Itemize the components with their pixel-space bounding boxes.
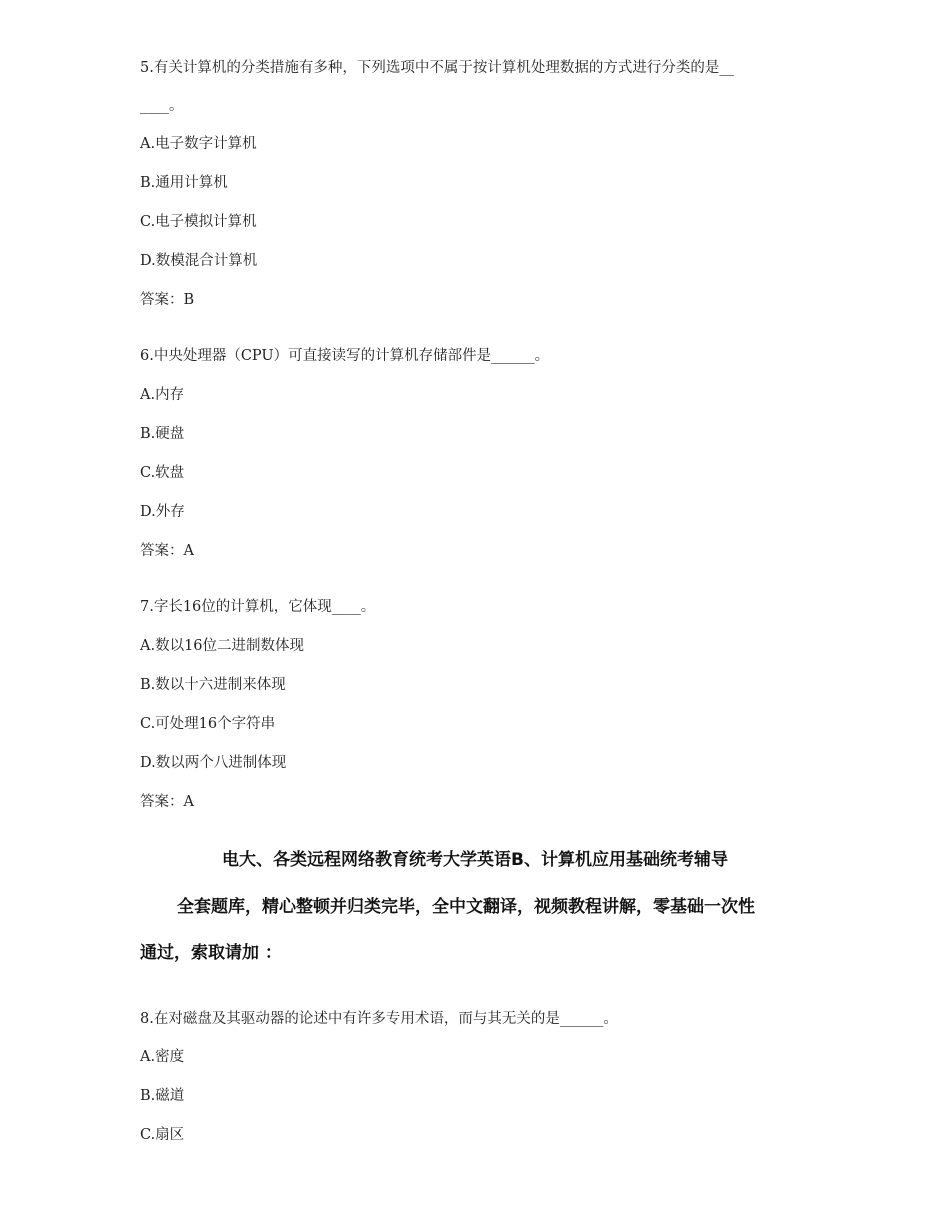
question-7-option-c: C.可处理16个字符串	[140, 716, 276, 732]
question-6-option-d: D.外存	[140, 504, 185, 520]
question-5-text-line2: ____。	[140, 98, 184, 114]
question-6-text: 6.中央处理器（CPU）可直接读写的计算机存储部件是______。	[140, 348, 550, 364]
question-5-option-b: B.通用计算机	[140, 175, 228, 191]
advertisement-line2: 通过，索取请加 ：	[140, 943, 282, 963]
question-5-option-d: D.数模混合计算机	[140, 253, 258, 269]
question-7-answer: 答案：A	[140, 794, 194, 810]
question-7-option-a: A.数以16位二进制数体现	[140, 638, 305, 654]
question-7-text: 7.字长16位的计算机，它体现____。	[140, 599, 376, 615]
question-8-option-b: B.磁道	[140, 1088, 185, 1104]
question-6-option-b: B.硬盘	[140, 426, 185, 442]
advertisement-title: 电大、各类远程网络教育统考大学英语B、计算机应用基础统考辅导	[222, 850, 728, 870]
question-7-option-b: B.数以十六进制来体现	[140, 677, 286, 693]
question-5-option-c: C.电子模拟计算机	[140, 214, 257, 230]
question-8-option-c: C.扇区	[140, 1127, 185, 1143]
question-6-option-a: A.内存	[140, 387, 185, 403]
question-5-text-line1: 5.有关计算机的分类措施有多种，下列选项中不属于按计算机处理数据的方式进行分类的是__	[140, 60, 734, 76]
question-5-answer: 答案：B	[140, 292, 195, 308]
question-7-option-d: D.数以两个八进制体现	[140, 755, 287, 771]
question-8-text: 8.在对磁盘及其驱动器的论述中有许多专用术语，而与其无关的是______。	[140, 1011, 618, 1027]
question-5-option-a: A.电子数字计算机	[140, 136, 257, 152]
question-6-answer: 答案：A	[140, 543, 194, 559]
question-8-option-a: A.密度	[140, 1049, 185, 1065]
question-6-option-c: C.软盘	[140, 465, 185, 481]
advertisement-line1: 全套题库，精心整顿并归类完毕，全中文翻译，视频教程讲解，零基础一次性	[177, 897, 755, 917]
